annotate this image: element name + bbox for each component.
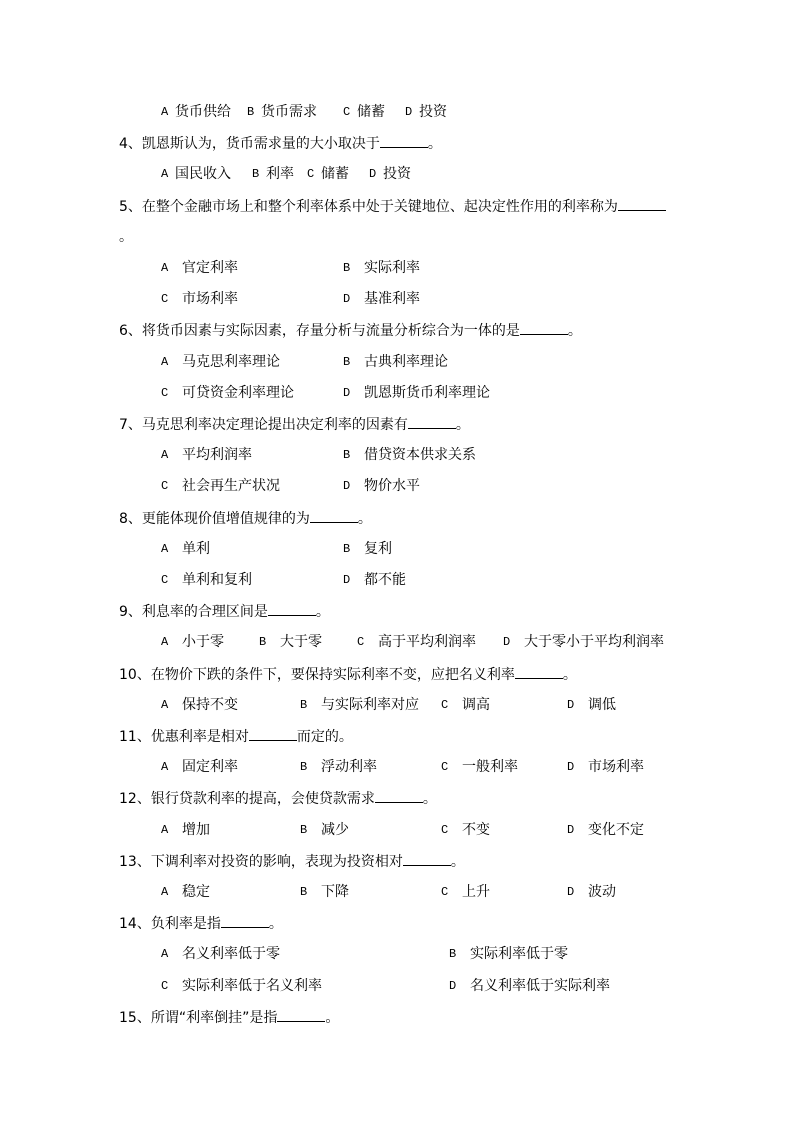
option-letter-d: D <box>567 697 575 712</box>
option-text: 浮动利率 <box>321 759 377 776</box>
option-text: 储蓄 <box>321 166 349 183</box>
option-letter-b: B <box>300 885 308 899</box>
option-letter-a: A <box>161 261 169 275</box>
option-text: 实际利率低于零 <box>470 946 568 963</box>
option-text: 基准利率 <box>364 291 420 308</box>
option-letter-d: D <box>343 385 351 400</box>
question-text: 10、在物价下跌的条件下，要保持实际利率不变，应把名义利率 <box>119 666 515 683</box>
option-text: 固定利率 <box>182 759 238 776</box>
answer-blank <box>310 508 358 523</box>
option-letter-c: C <box>441 822 449 837</box>
question-text: 12、银行贷款利率的提高，会使贷款需求 <box>119 791 375 808</box>
option-text: 平均利润率 <box>182 447 252 464</box>
answer-blank <box>375 788 423 803</box>
option-text: 单利和复利 <box>182 572 252 588</box>
option-letter-c: C <box>307 167 315 182</box>
question-line <box>119 227 133 247</box>
answer-blank <box>268 601 316 616</box>
option-text: 大于零 <box>280 634 322 651</box>
option-letter-a: A <box>161 354 169 369</box>
option-text: 与实际利率对应 <box>321 696 419 713</box>
question-line <box>119 196 666 216</box>
option-text: 调低 <box>588 696 616 713</box>
option-letter-b: B <box>343 541 351 556</box>
question-text-tail: 。 <box>422 791 437 808</box>
answer-blank <box>403 851 451 866</box>
option-letter-a: A <box>161 885 169 899</box>
question-text-tail: 。 <box>357 510 372 527</box>
question-line <box>119 414 470 434</box>
option-text: 社会再生产状况 <box>182 478 280 495</box>
option-letter-b: B <box>343 261 351 275</box>
question-line <box>119 664 577 684</box>
option-letter-b: B <box>343 354 351 369</box>
option-letter-d: D <box>405 105 413 119</box>
option-letter-a: A <box>161 105 169 119</box>
option-text: 变化不定 <box>588 821 644 838</box>
option-text: 货币供给 <box>175 104 231 120</box>
option-text: 国民收入 <box>175 166 231 183</box>
question-line <box>119 726 353 746</box>
option-text: 可贷资金利率理论 <box>182 384 294 401</box>
question-line <box>119 788 437 808</box>
question-line <box>119 320 582 340</box>
answer-blank <box>249 726 297 741</box>
option-text: 单利 <box>182 540 210 557</box>
option-text: 复利 <box>364 540 392 557</box>
option-text: 市场利率 <box>182 291 238 308</box>
option-text: 下降 <box>321 884 349 900</box>
question-text-tail: 。 <box>450 853 465 870</box>
option-text: 马克思利率理论 <box>182 353 280 370</box>
question-line <box>119 508 372 528</box>
question-line <box>119 1007 339 1027</box>
option-text: 一般利率 <box>462 759 518 776</box>
option-letter-b: B <box>252 167 260 182</box>
option-text: 高于平均利润率 <box>378 634 476 651</box>
option-letter-d: D <box>343 573 351 587</box>
question-text: 8、更能体现价值增值规律的为 <box>119 510 310 527</box>
option-letter-d: D <box>449 978 457 993</box>
option-text: 小于零 <box>182 634 224 651</box>
option-text: 增加 <box>182 821 210 838</box>
option-letter-d: D <box>567 885 575 899</box>
question-line <box>119 913 283 933</box>
question-text-tail: 。 <box>268 916 283 933</box>
option-text: 大于零小于平均利润率 <box>524 634 664 651</box>
option-text: 不变 <box>462 821 490 838</box>
answer-blank <box>408 414 456 429</box>
option-letter-c: C <box>161 573 169 587</box>
question-text-tail: 。 <box>315 604 330 621</box>
option-letter-c: C <box>343 105 351 119</box>
option-text: 实际利率低于名义利率 <box>182 977 322 994</box>
option-text: 投资 <box>419 104 447 120</box>
option-letter-c: C <box>441 885 449 899</box>
option-text: 货币需求 <box>261 104 317 120</box>
option-letter-a: A <box>161 541 169 556</box>
question-text: 。 <box>119 228 133 245</box>
option-letter-c: C <box>357 635 365 650</box>
option-text: 古典利率理论 <box>364 353 448 370</box>
option-letter-b: B <box>300 760 308 775</box>
option-text: 保持不变 <box>182 696 238 713</box>
option-letter-d: D <box>343 479 351 494</box>
question-text-tail: 。 <box>325 1009 340 1026</box>
question-text: 7、马克思利率决定理论提出决定利率的因素有 <box>119 417 408 433</box>
answer-blank <box>515 664 563 679</box>
option-letter-b: B <box>343 448 351 463</box>
option-letter-a: A <box>161 822 169 837</box>
option-letter-d: D <box>567 822 575 837</box>
question-line <box>119 851 465 871</box>
question-text: 4、凯恩斯认为，货币需求量的大小取决于 <box>119 136 380 153</box>
option-letter-b: B <box>247 105 255 119</box>
question-line <box>119 133 442 153</box>
option-text: 凯恩斯货币利率理论 <box>364 384 490 401</box>
option-text: 实际利率 <box>364 260 420 276</box>
option-text: 利率 <box>266 166 294 183</box>
question-text-tail: 而定的。 <box>296 729 353 745</box>
option-letter-d: D <box>369 167 377 182</box>
option-letter-b: B <box>449 947 457 962</box>
option-text: 波动 <box>588 884 616 900</box>
answer-blank <box>520 320 568 335</box>
option-letter-c: C <box>161 385 169 400</box>
question-text-tail: 。 <box>567 323 582 340</box>
question-text-tail: 。 <box>455 417 470 433</box>
question-text-tail: 。 <box>562 666 577 683</box>
question-text: 6、将货币因素与实际因素，存量分析与流量分析综合为一体的是 <box>119 323 520 340</box>
option-text: 调高 <box>462 696 490 713</box>
question-text: 11、优惠利率是相对 <box>119 729 249 745</box>
option-letter-c: C <box>441 697 449 712</box>
option-text: 名义利率低于零 <box>182 946 280 963</box>
question-text: 14、负利率是指 <box>119 916 221 933</box>
option-letter-a: A <box>161 947 169 962</box>
question-line <box>119 601 330 621</box>
option-letter-c: C <box>441 760 449 775</box>
option-letter-a: A <box>161 167 169 182</box>
option-letter-a: A <box>161 448 169 463</box>
question-text: 9、利息率的合理区间是 <box>119 604 268 621</box>
option-letter-a: A <box>161 697 169 712</box>
option-letter-a: A <box>161 760 169 775</box>
option-text: 名义利率低于实际利率 <box>470 977 610 994</box>
option-text: 减少 <box>321 821 349 838</box>
question-text-tail: 。 <box>427 136 442 153</box>
option-text: 储蓄 <box>357 104 385 120</box>
option-letter-b: B <box>259 635 267 650</box>
answer-blank <box>221 913 269 928</box>
question-text: 5、在整个金融市场上和整个利率体系中处于关键地位、起决定性作用的利率称为 <box>119 198 618 215</box>
option-letter-a: A <box>161 635 169 650</box>
answer-blank <box>618 196 666 211</box>
answer-blank <box>277 1007 325 1022</box>
option-text: 上升 <box>462 884 490 900</box>
option-letter-c: C <box>161 292 169 307</box>
option-text: 稳定 <box>182 884 210 900</box>
option-letter-c: C <box>161 479 169 494</box>
option-text: 借贷资本供求关系 <box>364 447 476 464</box>
option-text: 官定利率 <box>182 260 238 276</box>
option-text: 都不能 <box>364 572 406 588</box>
option-letter-d: D <box>503 635 511 650</box>
answer-blank <box>380 133 428 148</box>
question-text: 15、所谓“利率倒挂”是指 <box>119 1009 278 1026</box>
option-text: 物价水平 <box>364 478 420 495</box>
option-letter-b: B <box>300 697 308 712</box>
option-letter-d: D <box>343 292 351 307</box>
option-letter-c: C <box>161 978 169 993</box>
option-text: 投资 <box>383 166 411 183</box>
option-letter-d: D <box>567 760 575 775</box>
question-text: 13、下调利率对投资的影响，表现为投资相对 <box>119 853 403 870</box>
option-letter-b: B <box>300 822 308 837</box>
option-text: 市场利率 <box>588 759 644 776</box>
